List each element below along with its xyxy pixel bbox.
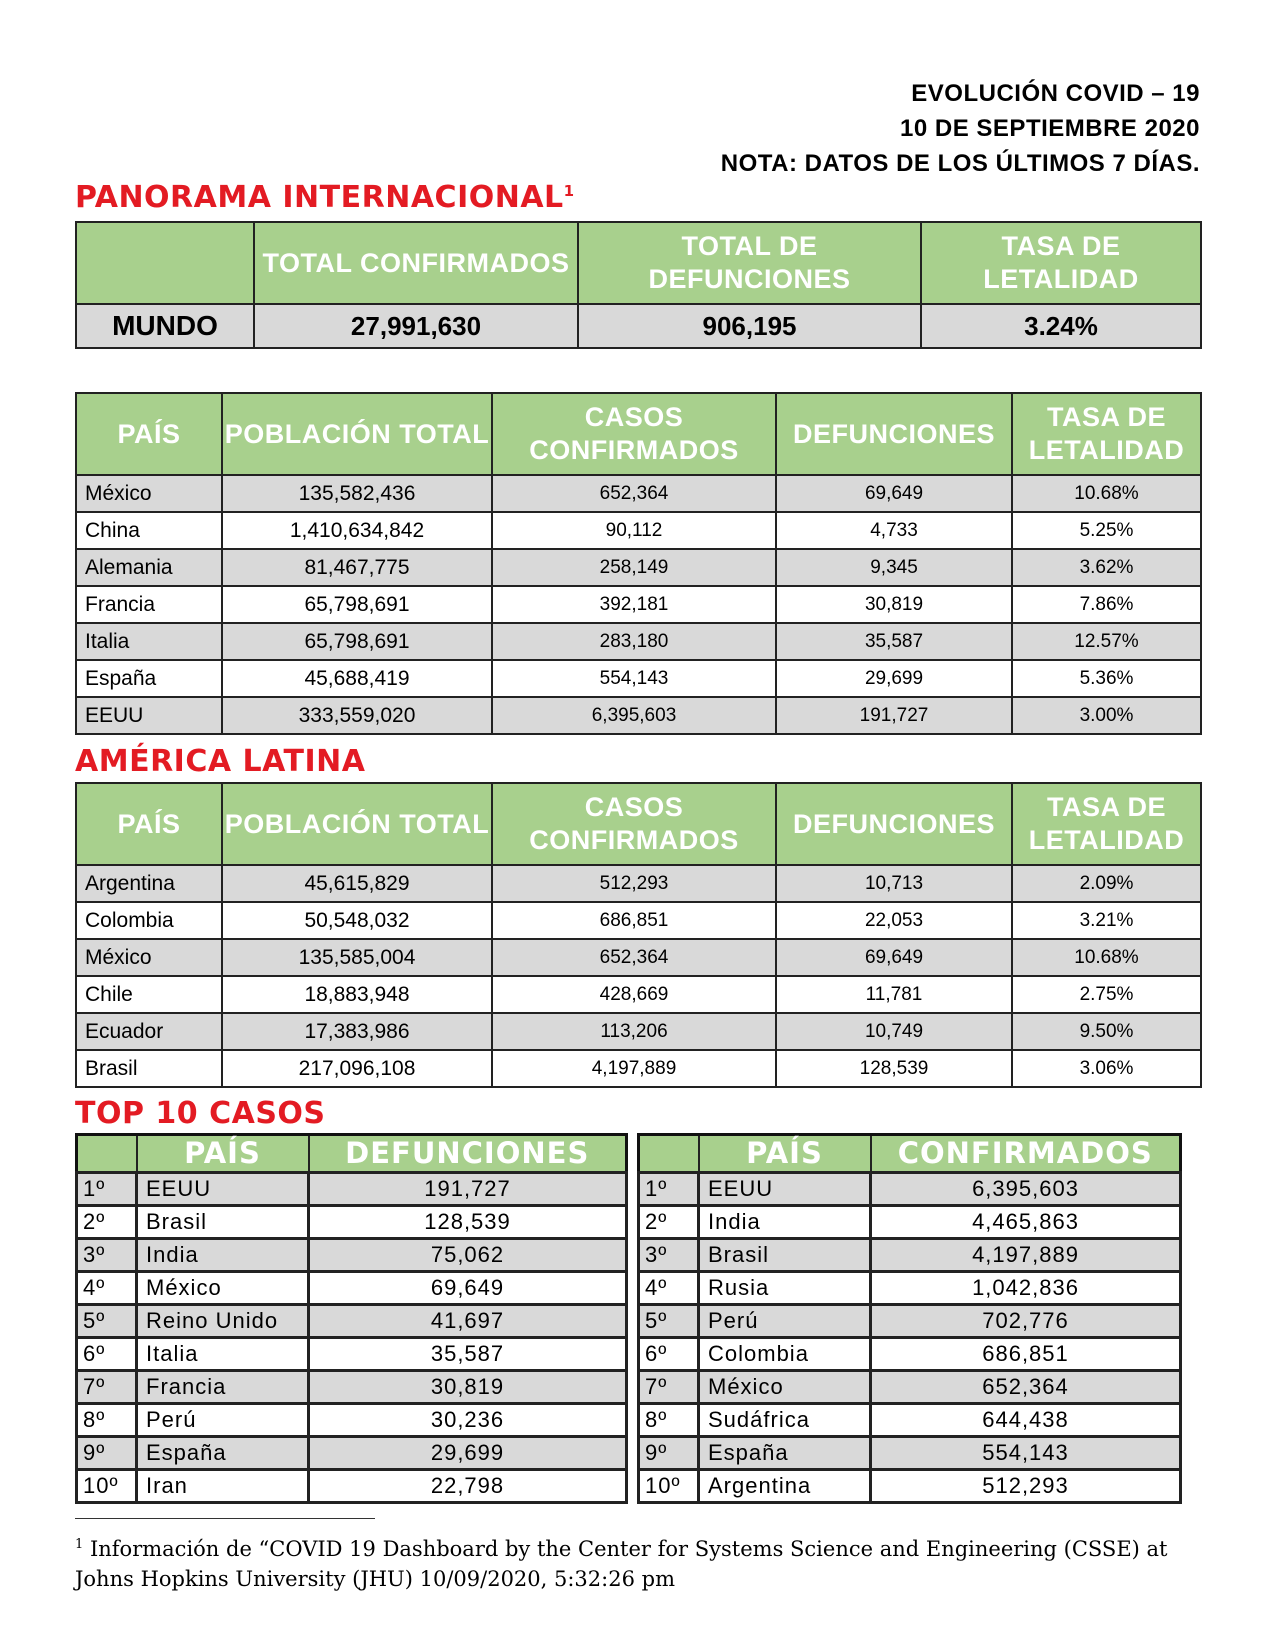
footnote-ref: 1 bbox=[563, 182, 575, 200]
fatality-rate: 7.86% bbox=[1012, 586, 1201, 623]
country-name: Colombia bbox=[76, 902, 222, 939]
confirmed-cases: 652,364 bbox=[492, 939, 776, 976]
top10-row bbox=[77, 1305, 627, 1338]
confirmed-cases: 512,293 bbox=[492, 865, 776, 902]
latam-row bbox=[76, 902, 1201, 939]
confirmed-cases: 428,669 bbox=[492, 976, 776, 1013]
top10-row bbox=[639, 1371, 1181, 1404]
fatality-rate: 2.09% bbox=[1012, 865, 1201, 902]
rank: 6º bbox=[77, 1338, 137, 1371]
fatality-rate: 3.21% bbox=[1012, 902, 1201, 939]
col-header-casos: CASOS CONFIRMADOS bbox=[492, 783, 776, 865]
value: 29,699 bbox=[309, 1437, 627, 1470]
rank: 8º bbox=[77, 1404, 137, 1437]
col-header-pais: PAÍS bbox=[76, 783, 222, 865]
fatality-rate: 2.75% bbox=[1012, 976, 1201, 1013]
country-name: Rusia bbox=[699, 1272, 871, 1305]
deaths: 22,053 bbox=[776, 902, 1012, 939]
population: 65,798,691 bbox=[222, 623, 492, 660]
population: 18,883,948 bbox=[222, 976, 492, 1013]
confirmed-cases: 6,395,603 bbox=[492, 697, 776, 734]
top-confirmed-header-value: CONFIRMADOS bbox=[871, 1135, 1181, 1173]
top-confirmed-header-pais: PAÍS bbox=[699, 1135, 871, 1173]
top10-row bbox=[639, 1470, 1181, 1503]
deaths: 29,699 bbox=[776, 660, 1012, 697]
country-name: Chile bbox=[76, 976, 222, 1013]
world-confirmed: 27,991,630 bbox=[254, 304, 578, 348]
top10-row bbox=[639, 1338, 1181, 1371]
col-header-defunciones: DEFUNCIONES bbox=[776, 783, 1012, 865]
fatality-rate: 3.62% bbox=[1012, 549, 1201, 586]
country-name: Argentina bbox=[76, 865, 222, 902]
top-deaths-header-value: DEFUNCIONES bbox=[309, 1135, 627, 1173]
value: 30,819 bbox=[309, 1371, 627, 1404]
world-header-rate: TASA DE LETALIDAD bbox=[921, 222, 1201, 304]
rank: 7º bbox=[639, 1371, 699, 1404]
fatality-rate: 12.57% bbox=[1012, 623, 1201, 660]
top10-row bbox=[77, 1239, 627, 1272]
confirmed-cases: 652,364 bbox=[492, 475, 776, 512]
population: 65,798,691 bbox=[222, 586, 492, 623]
confirmed-cases: 113,206 bbox=[492, 1013, 776, 1050]
top10-row bbox=[639, 1272, 1181, 1305]
rank: 7º bbox=[77, 1371, 137, 1404]
rank: 8º bbox=[639, 1404, 699, 1437]
country-name: Francia bbox=[137, 1371, 309, 1404]
deaths: 128,539 bbox=[776, 1050, 1012, 1087]
country-name: México bbox=[76, 475, 222, 512]
deaths: 191,727 bbox=[776, 697, 1012, 734]
population: 135,582,436 bbox=[222, 475, 492, 512]
country-name: España bbox=[699, 1437, 871, 1470]
value: 191,727 bbox=[309, 1173, 627, 1206]
population: 81,467,775 bbox=[222, 549, 492, 586]
population: 45,615,829 bbox=[222, 865, 492, 902]
footnote-text: Información de “COVID 19 Dashboard by the Center for Systems Science and Engineering (CSSE) at Johns Hopkins University (JHU) 10/09/2020, 5:32:26 pm bbox=[75, 1537, 1168, 1591]
section-title-international bbox=[75, 180, 575, 215]
section-title-latam: AMÉRICA LATINA bbox=[75, 744, 366, 779]
country-name: México bbox=[699, 1371, 871, 1404]
deaths: 69,649 bbox=[776, 939, 1012, 976]
top10-row bbox=[639, 1305, 1181, 1338]
rank: 6º bbox=[639, 1338, 699, 1371]
rank: 4º bbox=[77, 1272, 137, 1305]
country-name: Italia bbox=[137, 1338, 309, 1371]
report-date: 10 DE SEPTIEMBRE 2020 bbox=[900, 115, 1200, 142]
country-name: México bbox=[76, 939, 222, 976]
top-deaths-header-rank bbox=[77, 1135, 137, 1173]
latam-row bbox=[76, 939, 1201, 976]
value: 4,197,889 bbox=[871, 1239, 1181, 1272]
latam-countries-table bbox=[75, 782, 1202, 1088]
value: 686,851 bbox=[871, 1338, 1181, 1371]
international-row bbox=[76, 697, 1201, 734]
rank: 5º bbox=[77, 1305, 137, 1338]
top10-row bbox=[77, 1371, 627, 1404]
deaths: 9,345 bbox=[776, 549, 1012, 586]
country-name: Brasil bbox=[76, 1050, 222, 1087]
footnote-divider bbox=[75, 1518, 375, 1519]
confirmed-cases: 90,112 bbox=[492, 512, 776, 549]
top10-row bbox=[639, 1173, 1181, 1206]
top10-confirmed-table bbox=[637, 1133, 1182, 1504]
international-countries-table bbox=[75, 392, 1202, 735]
world-summary-table bbox=[75, 221, 1202, 349]
footnote-mark: 1 bbox=[75, 1537, 84, 1552]
country-name: México bbox=[137, 1272, 309, 1305]
latam-row bbox=[76, 865, 1201, 902]
col-header-defunciones: DEFUNCIONES bbox=[776, 393, 1012, 475]
population: 1,410,634,842 bbox=[222, 512, 492, 549]
international-row bbox=[76, 549, 1201, 586]
international-row bbox=[76, 586, 1201, 623]
value: 4,465,863 bbox=[871, 1206, 1181, 1239]
value: 512,293 bbox=[871, 1470, 1181, 1503]
rank: 4º bbox=[639, 1272, 699, 1305]
value: 702,776 bbox=[871, 1305, 1181, 1338]
latam-row bbox=[76, 1050, 1201, 1087]
world-deaths: 906,195 bbox=[578, 304, 921, 348]
country-name: Reino Unido bbox=[137, 1305, 309, 1338]
deaths: 10,713 bbox=[776, 865, 1012, 902]
confirmed-cases: 283,180 bbox=[492, 623, 776, 660]
international-row bbox=[76, 660, 1201, 697]
value: 35,587 bbox=[309, 1338, 627, 1371]
world-header-deaths: TOTAL DE DEFUNCIONES bbox=[578, 222, 921, 304]
world-header-blank bbox=[76, 222, 254, 304]
country-name: Perú bbox=[137, 1404, 309, 1437]
rank: 9º bbox=[639, 1437, 699, 1470]
top10-row bbox=[77, 1173, 627, 1206]
col-header-poblacion: POBLACIÓN TOTAL bbox=[222, 393, 492, 475]
confirmed-cases: 4,197,889 bbox=[492, 1050, 776, 1087]
value: 69,649 bbox=[309, 1272, 627, 1305]
country-name: Brasil bbox=[699, 1239, 871, 1272]
fatality-rate: 5.25% bbox=[1012, 512, 1201, 549]
rank: 1º bbox=[639, 1173, 699, 1206]
fatality-rate: 9.50% bbox=[1012, 1013, 1201, 1050]
country-name: Sudáfrica bbox=[699, 1404, 871, 1437]
value: 22,798 bbox=[309, 1470, 627, 1503]
rank: 10º bbox=[639, 1470, 699, 1503]
population: 50,548,032 bbox=[222, 902, 492, 939]
country-name: Iran bbox=[137, 1470, 309, 1503]
country-name: Francia bbox=[76, 586, 222, 623]
world-row-label: MUNDO bbox=[76, 304, 254, 348]
rank: 3º bbox=[77, 1239, 137, 1272]
country-name: Italia bbox=[76, 623, 222, 660]
country-name: China bbox=[76, 512, 222, 549]
confirmed-cases: 554,143 bbox=[492, 660, 776, 697]
deaths: 11,781 bbox=[776, 976, 1012, 1013]
value: 554,143 bbox=[871, 1437, 1181, 1470]
rank: 2º bbox=[77, 1206, 137, 1239]
fatality-rate: 3.00% bbox=[1012, 697, 1201, 734]
international-row bbox=[76, 475, 1201, 512]
rank: 1º bbox=[77, 1173, 137, 1206]
country-name: EEUU bbox=[699, 1173, 871, 1206]
deaths: 35,587 bbox=[776, 623, 1012, 660]
rank: 2º bbox=[639, 1206, 699, 1239]
top-deaths-header-pais: PAÍS bbox=[137, 1135, 309, 1173]
section-title-text: PANORAMA INTERNACIONAL bbox=[75, 180, 564, 215]
value: 6,395,603 bbox=[871, 1173, 1181, 1206]
country-name: España bbox=[137, 1437, 309, 1470]
population: 217,096,108 bbox=[222, 1050, 492, 1087]
top10-row bbox=[77, 1206, 627, 1239]
confirmed-cases: 686,851 bbox=[492, 902, 776, 939]
top10-row bbox=[77, 1437, 627, 1470]
col-header-tasa: TASA DE LETALIDAD bbox=[1012, 783, 1201, 865]
col-header-casos: CASOS CONFIRMADOS bbox=[492, 393, 776, 475]
top10-row bbox=[639, 1239, 1181, 1272]
population: 17,383,986 bbox=[222, 1013, 492, 1050]
country-name: India bbox=[137, 1239, 309, 1272]
section-title-top10: TOP 10 CASOS bbox=[75, 1096, 326, 1131]
fatality-rate: 3.06% bbox=[1012, 1050, 1201, 1087]
rank: 5º bbox=[639, 1305, 699, 1338]
country-name: EEUU bbox=[76, 697, 222, 734]
deaths: 69,649 bbox=[776, 475, 1012, 512]
value: 128,539 bbox=[309, 1206, 627, 1239]
country-name: Brasil bbox=[137, 1206, 309, 1239]
confirmed-cases: 258,149 bbox=[492, 549, 776, 586]
international-row bbox=[76, 512, 1201, 549]
country-name: EEUU bbox=[137, 1173, 309, 1206]
latam-row bbox=[76, 976, 1201, 1013]
value: 41,697 bbox=[309, 1305, 627, 1338]
country-name: España bbox=[76, 660, 222, 697]
value: 1,042,836 bbox=[871, 1272, 1181, 1305]
population: 135,585,004 bbox=[222, 939, 492, 976]
top10-row bbox=[639, 1206, 1181, 1239]
country-name: Alemania bbox=[76, 549, 222, 586]
fatality-rate: 10.68% bbox=[1012, 939, 1201, 976]
world-header-confirmed: TOTAL CONFIRMADOS bbox=[254, 222, 578, 304]
deaths: 10,749 bbox=[776, 1013, 1012, 1050]
report-note: NOTA: DATOS DE LOS ÚLTIMOS 7 DÍAS. bbox=[720, 150, 1200, 177]
rank: 3º bbox=[639, 1239, 699, 1272]
value: 30,236 bbox=[309, 1404, 627, 1437]
deaths: 30,819 bbox=[776, 586, 1012, 623]
deaths: 4,733 bbox=[776, 512, 1012, 549]
top10-row bbox=[77, 1470, 627, 1503]
latam-row bbox=[76, 1013, 1201, 1050]
value: 75,062 bbox=[309, 1239, 627, 1272]
top10-row bbox=[639, 1404, 1181, 1437]
country-name: Perú bbox=[699, 1305, 871, 1338]
top10-row bbox=[639, 1437, 1181, 1470]
country-name: Colombia bbox=[699, 1338, 871, 1371]
top10-deaths-table bbox=[75, 1133, 628, 1504]
top-confirmed-header-rank bbox=[639, 1135, 699, 1173]
col-header-tasa: TASA DE LETALIDAD bbox=[1012, 393, 1201, 475]
top10-row bbox=[77, 1272, 627, 1305]
rank: 9º bbox=[77, 1437, 137, 1470]
country-name: Argentina bbox=[699, 1470, 871, 1503]
international-row bbox=[76, 623, 1201, 660]
fatality-rate: 10.68% bbox=[1012, 475, 1201, 512]
report-header bbox=[721, 76, 1200, 181]
top10-row bbox=[77, 1404, 627, 1437]
country-name: Ecuador bbox=[76, 1013, 222, 1050]
col-header-poblacion: POBLACIÓN TOTAL bbox=[222, 783, 492, 865]
world-rate: 3.24% bbox=[921, 304, 1201, 348]
rank: 10º bbox=[77, 1470, 137, 1503]
value: 652,364 bbox=[871, 1371, 1181, 1404]
confirmed-cases: 392,181 bbox=[492, 586, 776, 623]
top10-row bbox=[77, 1338, 627, 1371]
population: 45,688,419 bbox=[222, 660, 492, 697]
fatality-rate: 5.36% bbox=[1012, 660, 1201, 697]
population: 333,559,020 bbox=[222, 697, 492, 734]
country-name: India bbox=[699, 1206, 871, 1239]
col-header-pais: PAÍS bbox=[76, 393, 222, 475]
footnote bbox=[75, 1530, 1195, 1594]
value: 644,438 bbox=[871, 1404, 1181, 1437]
report-title: EVOLUCIÓN COVID – 19 bbox=[911, 80, 1200, 107]
